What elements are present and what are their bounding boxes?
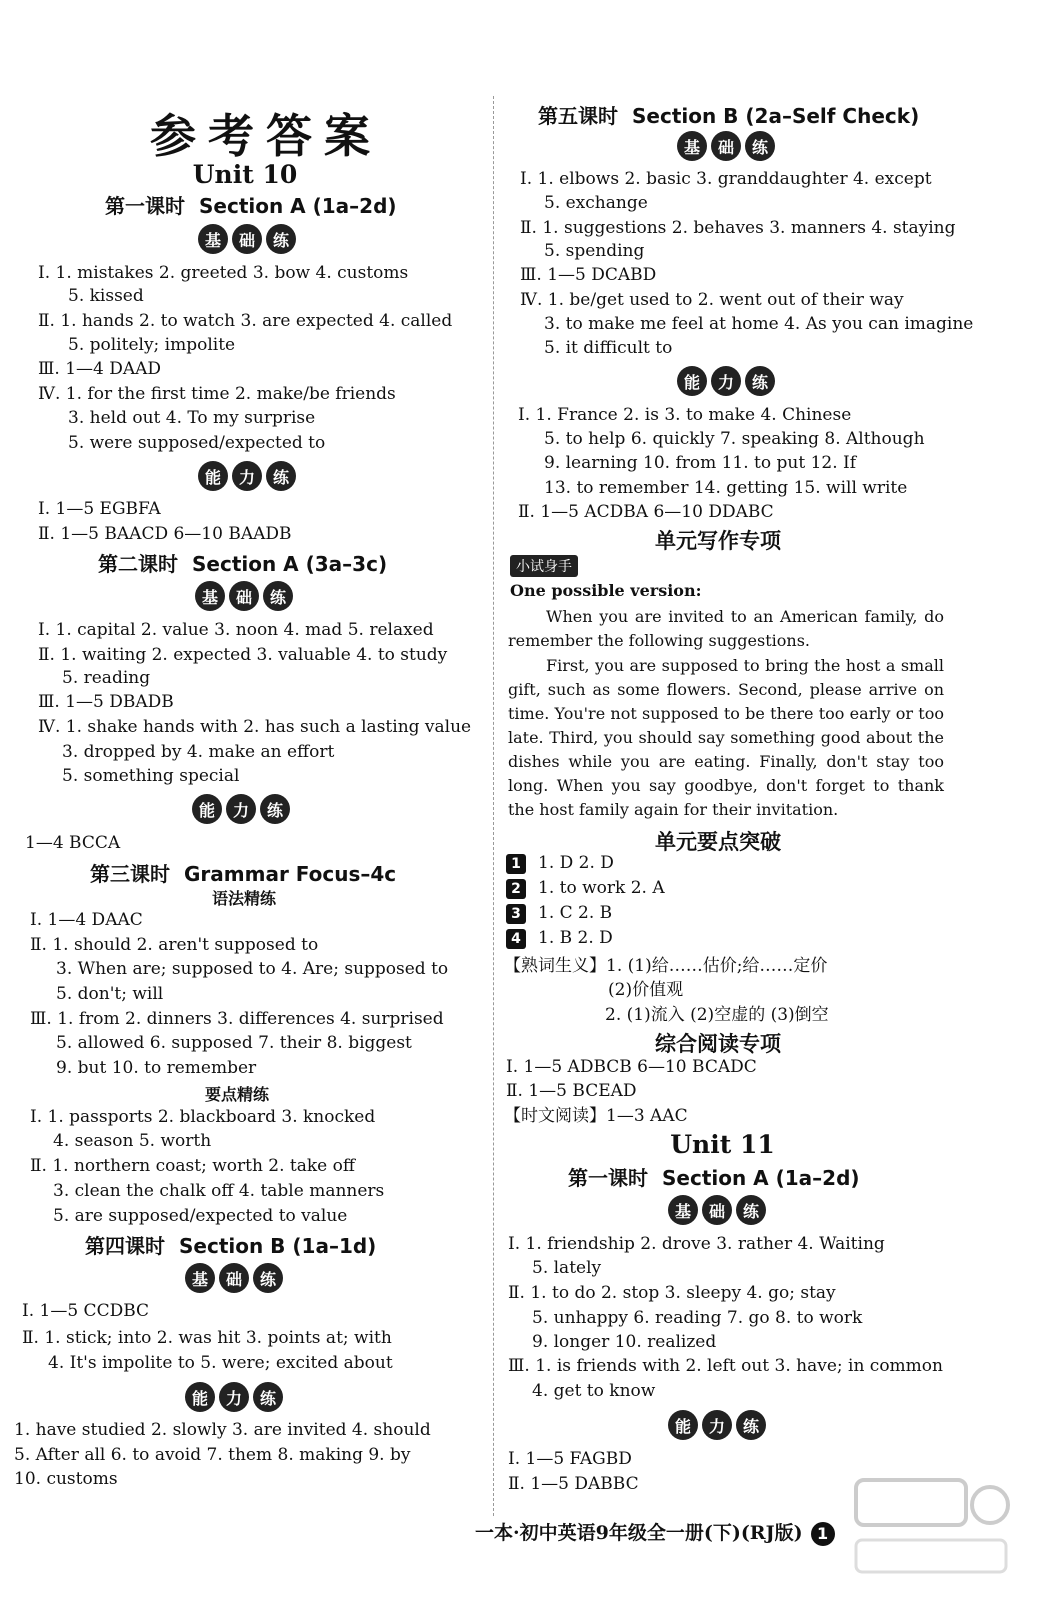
answer-line: Ⅰ. 1. mistakes 2. greeted 3. bow 4. customs — [38, 263, 409, 283]
answer-line: Ⅱ. 1—5 DABBC — [508, 1474, 639, 1494]
ability-practice-badge: 能 力 练 — [192, 794, 290, 824]
answer-line: Ⅱ. 1—5 BCEAD — [506, 1081, 637, 1101]
answer-line: Ⅱ. 1. waiting 2. expected 3. valuable 4. to study — [38, 645, 448, 665]
grammar-practice-label: 语法精练 — [212, 889, 277, 908]
answer-line: Ⅰ. 1—5 EGBFA — [38, 499, 161, 519]
answer-line: Ⅲ. 1—4 DAAD — [38, 359, 162, 379]
section-label: Grammar Focus–4c — [184, 862, 397, 886]
basic-practice-badge: 基 础 练 — [195, 581, 293, 611]
basic-practice-badge: 基 础 练 — [668, 1195, 766, 1225]
answer-line: 9. learning 10. from 11. to put 12. If — [544, 453, 857, 473]
answer-line: 5. to help 6. quickly 7. speaking 8. Although — [544, 429, 925, 449]
answer-line: Ⅰ. 1—5 FAGBD — [508, 1449, 632, 1469]
ability-practice-badge: 能 力 练 — [677, 366, 775, 396]
answer-line: Ⅳ. 1. be/get used to 2. went out of their way — [520, 290, 904, 310]
lesson-4-heading — [85, 1230, 376, 1259]
reading-section-title: 综合阅读专项 — [655, 1031, 781, 1056]
answer-line: 4. get to know — [532, 1381, 656, 1401]
answer-line: 5. kissed — [68, 286, 144, 306]
unit11-lesson-1-heading — [568, 1162, 860, 1191]
point-item: 4 1. B 2. D — [506, 927, 613, 949]
answer-line: Ⅲ. 1. is friends with 2. left out 3. have; in common — [508, 1356, 943, 1376]
answer-line: Ⅱ. 1. suggestions 2. behaves 3. manners 4. staying — [520, 218, 956, 238]
book-title: 一本·初中英语9年级全一册(下)(RJ版) — [475, 1522, 803, 1544]
answer-line: 5. politely; impolite — [68, 335, 236, 355]
point-item: 3 1. C 2. B — [506, 902, 612, 924]
answer-line: 5. don't; will — [56, 984, 164, 1004]
section-label: Section A (1a–2d) — [199, 194, 397, 218]
answer-line: Ⅰ. 1. friendship 2. drove 3. rather 4. Waiting — [508, 1234, 885, 1254]
answer-line: Ⅰ. 1—4 DAAC — [30, 910, 143, 930]
column-divider — [493, 96, 494, 1516]
lesson-number: 第四课时 — [85, 1234, 165, 1258]
page-footer — [475, 1518, 835, 1546]
answer-line: 2. (1)流入 (2)空虚的 (3)倒空 — [605, 1005, 829, 1025]
version-label: One possible version: — [510, 581, 702, 600]
answer-line: 5. spending — [544, 241, 645, 261]
point-item: 2 1. to work 2. A — [506, 877, 665, 899]
lesson-number: 第三课时 — [90, 862, 170, 886]
answer-line: Ⅳ. 1. for the first time 2. make/be friends — [38, 384, 396, 404]
lesson-number: 第一课时 — [105, 194, 185, 218]
section-label: Section A (1a–2d) — [662, 1166, 860, 1190]
writing-paragraph-1: When you are invited to an American family, do remember the following suggestions. — [508, 607, 944, 650]
point-item: 1 1. D 2. D — [506, 852, 614, 874]
section-label: Section A (3a–3c) — [192, 552, 388, 576]
basic-practice-badge: 基 础 练 — [198, 224, 296, 254]
answer-line: Ⅲ. 1—5 DBADB — [38, 692, 174, 712]
writing-paragraph-2: First, you are supposed to bring the host a small gift, such as some flowers. Second, please arrive on time. You're not supposed to be there too early or too late. Third, you should say something good about the dishes while you are eating. Finally, don't stay too long. When you say goodbye, don't forget to thank the host family again for their invitation. — [508, 656, 944, 819]
answer-line: 3. held out 4. To my surprise — [68, 408, 316, 428]
answer-line: 3. dropped by 4. make an effort — [62, 742, 335, 762]
lesson-1-heading — [105, 190, 397, 219]
answer-line: Ⅱ. 1. to do 2. stop 3. sleepy 4. go; stay — [508, 1283, 836, 1303]
answer-line: Ⅱ. 1. should 2. aren't supposed to — [30, 935, 319, 955]
answer-line: Ⅰ. 1. capital 2. value 3. noon 4. mad 5. relaxed — [38, 620, 434, 640]
answer-line: 9. but 10. to remember — [56, 1058, 257, 1078]
answer-line: 5. unhappy 6. reading 7. go 8. to work — [532, 1308, 863, 1328]
answer-line: 4. It's impolite to 5. were; excited about — [48, 1353, 393, 1373]
answer-line: 5. are supposed/expected to value — [53, 1206, 348, 1226]
answer-line: Ⅲ. 1—5 DCABD — [520, 265, 657, 285]
section-label: Section B (1a–1d) — [179, 1234, 377, 1258]
answer-line: Ⅱ. 1. northern coast; worth 2. take off — [30, 1156, 355, 1176]
answer-line: 5. something special — [62, 766, 240, 786]
ability-practice-badge: 能 力 练 — [185, 1382, 283, 1412]
answer-line: 9. longer 10. realized — [532, 1332, 717, 1352]
answer-line: Ⅱ. 1—5 BAACD 6—10 BAADB — [38, 524, 292, 544]
answer-line: 10. customs — [14, 1469, 118, 1489]
answer-line: Ⅳ. 1. shake hands with 2. has such a lasting value — [38, 717, 472, 737]
try-it-tag: 小试身手 — [510, 555, 578, 577]
answer-line: 3. to make me feel at home 4. As you can imagine — [544, 314, 974, 334]
answer-line: 3. When are; supposed to 4. Are; supposed to — [56, 959, 449, 979]
answer-line: Ⅰ. 1—5 CCDBC — [22, 1301, 150, 1321]
answer-line: 13. to remember 14. getting 15. will write — [544, 478, 908, 498]
answer-line: 1—4 BCCA — [25, 833, 121, 853]
answer-line: 5. lately — [532, 1258, 602, 1278]
answer-line: 5. exchange — [544, 193, 648, 213]
lesson-number: 第一课时 — [568, 1166, 648, 1190]
lesson-number: 第五课时 — [538, 104, 618, 128]
lesson-2-heading — [98, 548, 387, 577]
ability-practice-badge: 能 力 练 — [198, 461, 296, 491]
points-section-title: 单元要点突破 — [655, 829, 781, 854]
answer-line: 5. it difficult to — [544, 338, 673, 358]
answer-line: 5. reading — [62, 668, 151, 688]
answer-line: Ⅰ. 1. passports 2. blackboard 3. knocked — [30, 1107, 376, 1127]
key-points-label: 要点精练 — [205, 1085, 270, 1104]
answer-line: Ⅱ. 1—5 ACDBA 6—10 DDABC — [518, 502, 774, 522]
answer-line: 【熟词生义】1. (1)给……估价;给……定价 — [504, 956, 828, 976]
lesson-number: 第二课时 — [98, 552, 178, 576]
basic-practice-badge: 基 础 练 — [185, 1263, 283, 1293]
answer-line: Ⅱ. 1. hands 2. to watch 3. are expected 4. called — [38, 311, 453, 331]
answer-line: Ⅰ. 1. elbows 2. basic 3. granddaughter 4. except — [520, 169, 932, 189]
answer-line: 4. season 5. worth — [53, 1131, 212, 1151]
lesson-5-heading — [538, 100, 919, 129]
unit-11-title: Unit 11 — [670, 1130, 775, 1159]
section-label: Section B (2a–Self Check) — [632, 104, 920, 128]
unit-10-title: Unit 10 — [192, 160, 298, 189]
answer-line: 1. have studied 2. slowly 3. are invited 4. should — [14, 1420, 431, 1440]
page-number: 1 — [811, 1522, 835, 1546]
answer-line: 【时文阅读】1—3 AAC — [504, 1106, 688, 1126]
page-title: 参考答案 — [150, 109, 382, 163]
ability-practice-badge: 能 力 练 — [668, 1410, 766, 1440]
answer-line: Ⅲ. 1. from 2. dinners 3. differences 4. surprised — [30, 1009, 444, 1029]
answer-line: (2)价值观 — [608, 980, 684, 1000]
writing-section-title: 单元写作专项 — [655, 528, 781, 553]
answer-line: Ⅰ. 1. France 2. is 3. to make 4. Chinese — [518, 405, 852, 425]
answer-line: Ⅰ. 1—5 ADBCB 6—10 BCADC — [506, 1057, 757, 1077]
watermark-logo-icon — [850, 1470, 1010, 1580]
answer-line: 5. allowed 6. supposed 7. their 8. biggest — [56, 1033, 412, 1053]
lesson-3-heading — [90, 858, 396, 887]
answer-line: 5. were supposed/expected to — [68, 433, 326, 453]
basic-practice-badge: 基 础 练 — [677, 131, 775, 161]
answer-line: 3. clean the chalk off 4. table manners — [53, 1181, 385, 1201]
answer-line: Ⅱ. 1. stick; into 2. was hit 3. points at; with — [22, 1328, 392, 1348]
answer-line: 5. After all 6. to avoid 7. them 8. making 9. by — [14, 1445, 411, 1465]
